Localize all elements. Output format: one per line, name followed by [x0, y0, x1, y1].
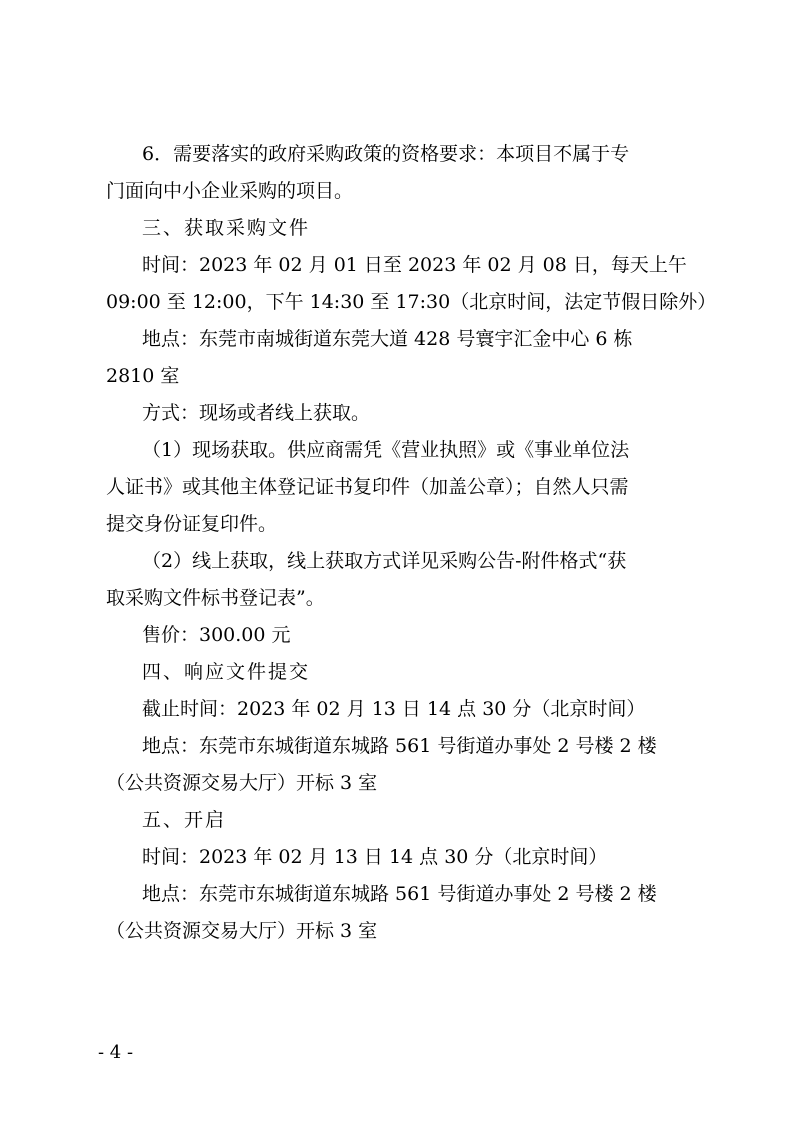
paragraph-line: 取采购文件标书登记表”。 [106, 587, 325, 609]
paragraph-line: 人证书》或其他主体登记证书复印件（加盖公章）；自然人只需 [106, 476, 629, 498]
paragraph-line: （2）线上获取，线上获取方式详见采购公告-附件格式“获 [142, 550, 627, 572]
paragraph-line: 截止时间：2023 年 02 月 13 日 14 点 30 分（北京时间） [142, 698, 646, 720]
paragraph-line: 地点：东莞市东城街道东城路 561 号街道办事处 2 号楼 2 楼 [142, 883, 657, 905]
paragraph-line: （公共资源交易大厅）开标 3 室 [106, 772, 378, 794]
section-heading: 五、开启 [142, 809, 227, 831]
section-heading: 三、获取采购文件 [142, 217, 311, 239]
paragraph-line: （公共资源交易大厅）开标 3 室 [106, 920, 378, 942]
section-heading: 四、响应文件提交 [142, 661, 311, 683]
paragraph-line: 售价：300.00 元 [142, 624, 291, 646]
paragraph-line: 方式：现场或者线上获取。 [142, 402, 371, 424]
paragraph-line: 2810 室 [106, 365, 180, 387]
paragraph-line: 提交身份证复印件。 [106, 513, 278, 535]
paragraph-line: （1）现场获取。供应商需凭《营业执照》或《事业单位法 [142, 439, 630, 461]
paragraph-line: 6．需要落实的政府采购政策的资格要求：本项目不属于专 [142, 143, 630, 165]
paragraph-line: 时间：2023 年 02 月 13 日 14 点 30 分（北京时间） [142, 846, 608, 868]
paragraph-line: 地点：东莞市南城街道东莞大道 428 号寰宇汇金中心 6 栋 [142, 328, 633, 350]
page-number: - 4 - [98, 1042, 134, 1063]
paragraph-line: 地点：东莞市东城街道东城路 561 号街道办事处 2 号楼 2 楼 [142, 735, 657, 757]
paragraph-line: 时间：2023 年 02 月 01 日至 2023 年 02 月 08 日，每天上午 [142, 254, 687, 276]
document-body [106, 136, 717, 950]
paragraph-line: 门面向中小企业采购的项目。 [106, 180, 354, 202]
paragraph-line: 09:00 至 12:00，下午 14:30 至 17:30（北京时间，法定节假日除外） [106, 291, 717, 313]
